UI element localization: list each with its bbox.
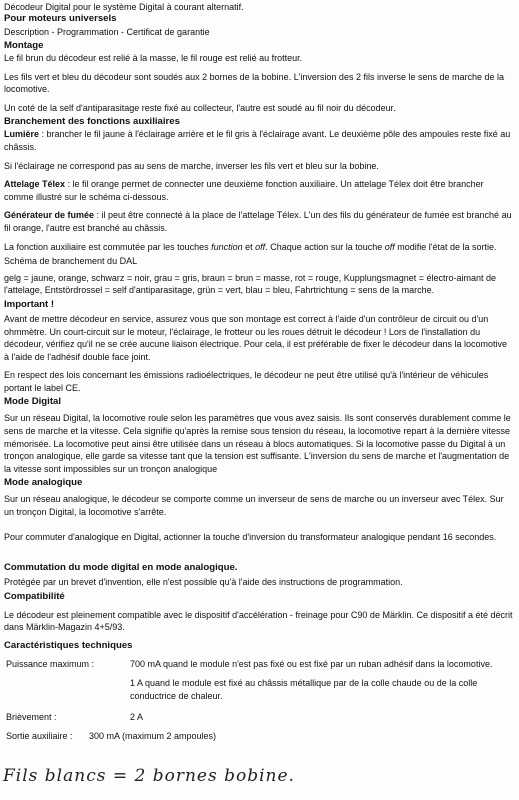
compatibilite-paragraph: Le décodeur est pleinement compatible avec le dispositif d'accélération - freinage pour C90 de Märklin. Ce dispositif a été décrit dans Märklin-Magazin 4+5/93. (4, 609, 513, 633)
spec-label-sortie: Sortie auxiliaire : (6, 731, 73, 742)
spec-label-brievement: Brièvement : (6, 712, 57, 723)
telex-label: Attelage Télex (4, 179, 66, 190)
lumiere-text: : brancher le fil jaune à l'éclairage arrière et le fil gris à l'éclairage avant. Le deuxième pôle des ampoules reste fixé au châssis. (4, 129, 511, 152)
heading-montage: Montage (4, 40, 44, 51)
aux-off-word: off (255, 241, 266, 252)
important-paragraph-2: En respect des lois concernant les émissions radioélectriques, le décodeur ne peut être utilisé qu'à l'intérieur de véhicules portant le label CE. (4, 370, 489, 393)
montage-paragraph-2: Les fils vert et bleu du décodeur sont soudés aux 2 bornes de la bobine. L'inversion des 2 fils inverse le sens de marche de la locomotive. (4, 71, 505, 95)
handwritten-note: Fils blancs = 2 bornes bobine. (3, 766, 295, 786)
aux-off-word-2: off (384, 241, 395, 252)
montage-paragraph-1: Le fil brun du décodeur est relié à la masse, le fil rouge est relié au frotteur. (4, 53, 303, 63)
spec-row-puissance (4, 658, 514, 671)
doc-title: Décodeur Digital pour le système Digital à courant alternatif. (4, 2, 244, 12)
spec-value-sortie: 300 mA (maximum 2 ampoules) (89, 731, 217, 742)
aux-text-a: La fonction auxiliaire est commutée par les touches (4, 241, 212, 252)
spec-value-puissance-1: 700 mA quand le module n'est pas fixé ou est fixé par un ruban adhésif dans la locomotive. (130, 659, 493, 669)
telex-text: : le fil orange permet de connecter une deuxième fonction auxiliaire. Un attelage Télex doit être brancher comme illustré sur le schéma ci-dessous. (4, 179, 484, 202)
spec-row-sortie (4, 730, 514, 743)
doc-subtitle: Pour moteurs universels (4, 13, 117, 24)
analogique-paragraph-1: Sur un réseau analogique, le décodeur se comporte comme un inverseur de sens de marche ou un inverseur avec Télex. Sur un tronçon Digital, la locomotive s'arrête. (4, 494, 504, 518)
heading-compatibilite: Compatibilité (4, 590, 65, 602)
montage-paragraph-3: Un coté de la self d'antiparasitage reste fixé au collecteur, l'autre est soudé au fil noir du décodeur. (4, 102, 396, 113)
wire-legend: gelg = jaune, orange, schwarz = noir, grau = gris, braun = brun = masse, rot = rouge, Kupplungsmagnet = électro-aimant de l'attelage, Entstördrossel = self d'antiparasitage, grün = vert, blau = bleu, Fahrtrichtung = sens de la marche. (4, 272, 497, 296)
heading-mode-digital: Mode Digital (4, 396, 62, 408)
telex-paragraph (4, 178, 514, 203)
doc-description-line: Description - Programmation - Certificat de garantie (4, 27, 210, 37)
spec-label-puissance: Puissance maximum : (6, 659, 95, 669)
schema-caption: Schéma de branchement du DAL (4, 256, 138, 267)
spec-value-puissance-2: 1 A quand le module est fixé au châssis métallique par de la colle chaude ou de la colle conductrice de chaleur. (130, 678, 478, 701)
digital-paragraph: Sur un réseau Digital, la locomotive roule selon les paramètres que vous avez saisis. Ils sont conservés durablement comme le sens de marche et la vitesse. Cela signifie qu'après la remise sous tension du réseau, la locomotive repart à la dernière vitesse mémorisée. La locomotive peut ainsi être utilisée dans un réseau à blocs automatiques. Si la locomotive passe du Digital à un tronçon analogique, elle garde sa vitesse tant que la tension est suffisante. L'inversion du sens de marche et l'augmentation de la vitesse sont impossibles sur un tronçon analogique (4, 413, 511, 474)
fumee-label: Générateur de fumée (4, 210, 95, 221)
aux-text-b: et (242, 241, 256, 252)
aux-function-paragraph (4, 241, 514, 254)
heading-important: Important ! (4, 298, 55, 310)
heading-mode-analogique: Mode analogique (4, 477, 83, 489)
heading-commutation: Commutation du mode digital en mode analogique. (4, 562, 238, 574)
important-paragraph-1: Avant de mettre décodeur en service, assurez vous que son montage est correct à l'aide d'un contrôleur de circuit ou d'un ohmmètre. Un court-circuit sur le moteur, l'éclairage, le frotteur ou les roues détruit le décodeur ! Lors de l'installation du décodeur, vérifiez qu'il ne se crée aucune liaison électrique. Pour cela, il est préférable de fixer le décodeur dans la locomotive à l'aide de l'adhésif double face joint. (4, 313, 508, 362)
commutation-paragraph: Protégée par un brevet d'invention, elle n'est possible qu'à l'aide des instructions de programmation. (4, 577, 403, 588)
aux-function-word: function (211, 241, 243, 252)
aux-text-c: . Chaque action sur la touche (265, 241, 385, 252)
analogique-paragraph-2: Pour commuter d'analogique en Digital, actionner la touche d'inversion du transformateur analogique pendant 16 secondes. (4, 531, 497, 542)
fumee-paragraph (4, 209, 514, 234)
heading-caracteristiques: Caractéristiques techniques (4, 640, 133, 651)
fumee-text: : il peut être connecté à la place de l'attelage Télex. L'un des fils du générateur de fumée est branché au fil orange, l'autre est branché au châssis. (4, 210, 512, 233)
lumiere-label: Lumière (4, 129, 40, 140)
spec-value-brievement: 2 A (130, 712, 144, 723)
document-page (4, 2, 514, 743)
heading-branchement: Branchement des fonctions auxiliaires (4, 116, 180, 128)
eclairage-paragraph: Si l'éclairage ne correspond pas au sens de marche, inverser les fils vert et bleu sur la bobine. (4, 160, 379, 171)
spec-row-brievement (4, 711, 514, 724)
lumiere-paragraph (4, 128, 514, 153)
aux-text-d: modifie l'état de la sortie. (394, 241, 497, 252)
